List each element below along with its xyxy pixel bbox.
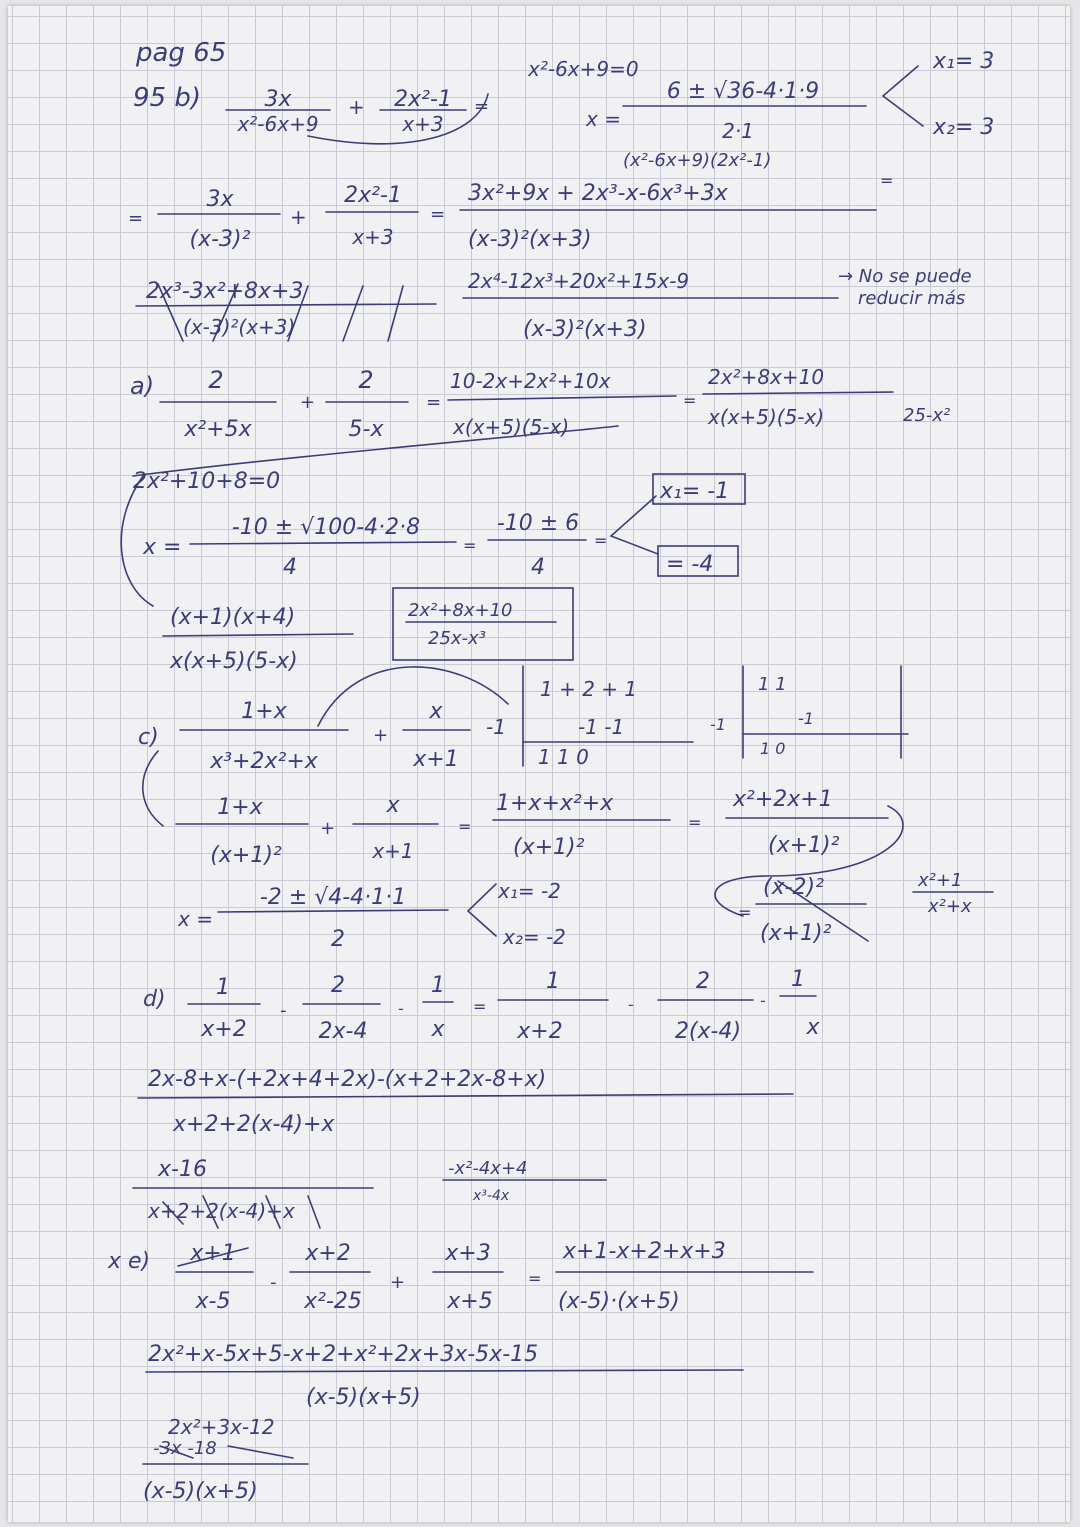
ruffini-top-row: 1 + 2 + 1 — [540, 677, 638, 701]
formula-lhs: x = — [586, 107, 621, 131]
fraction — [158, 187, 280, 252]
numerator: -x²-4x+4 — [448, 1158, 528, 1179]
svg-text:+: + — [320, 818, 336, 839]
denominator: x²-25 — [304, 1289, 362, 1314]
quadratic-equation: 2x²+10+8=0 — [133, 469, 281, 494]
problem-d-label: d) — [143, 987, 166, 1012]
denominator: (x-5)·(x+5) — [558, 1289, 680, 1314]
denominator: x — [806, 1015, 820, 1040]
root-2: x₂= -2 — [503, 925, 566, 949]
numerator: 3x — [206, 187, 234, 212]
numerator: x — [429, 699, 443, 724]
denominator: (x-3)²(x+3) — [468, 227, 592, 252]
denominator: (x-5)(x+5) — [143, 1479, 258, 1504]
fraction — [726, 787, 888, 858]
denominator: x(x+5)(5-x) — [170, 649, 298, 674]
denominator: 5-x — [348, 417, 384, 442]
svg-text:=: = — [426, 392, 442, 413]
problem-95b-label: 95 b) — [133, 83, 201, 113]
root-1: x₁= -1 — [660, 479, 730, 504]
denominator: 25x-x³ — [428, 628, 486, 649]
numerator: 2 — [358, 366, 374, 394]
denominator: (x-3)²(x+3) — [523, 317, 647, 342]
denominator: 4 — [531, 555, 545, 580]
denominator: (x-3)² — [189, 227, 251, 252]
numerator: 2x⁴-12x³+20x²+15x-9 — [468, 269, 690, 293]
numerator: 1 — [546, 969, 560, 994]
numerator: 1 — [431, 973, 445, 998]
numerator: 2x²+8x+10 — [708, 365, 825, 389]
quadratic-formula — [142, 515, 456, 580]
numerator: 6 ± √36-4·1·9 — [666, 79, 820, 104]
ruffini-table — [710, 666, 908, 758]
fraction — [756, 875, 868, 946]
numerator: 2x³-3x²+8x+3 — [146, 279, 304, 304]
numerator: 2x²-1 — [394, 87, 452, 112]
root-1: x₁= -2 — [498, 879, 561, 903]
numerator: 1 — [216, 975, 230, 1000]
svg-text:-: - — [280, 1000, 287, 1021]
fraction — [423, 973, 453, 1042]
numerator: x — [386, 793, 400, 818]
fraction — [138, 1067, 793, 1137]
denominator: (x+1)² — [210, 843, 282, 868]
fraction — [226, 87, 330, 136]
fraction — [460, 181, 876, 252]
numerator: (x-2)² — [763, 875, 824, 900]
numerator: 3x²+9x + 2x³-x-6x³+3x — [468, 181, 728, 206]
ruffini-divisor: -1 — [710, 715, 726, 734]
ruffini-mid-row: -1 — [798, 709, 814, 728]
denominator: x — [431, 1017, 445, 1042]
svg-text:=: = — [458, 817, 472, 836]
fraction — [556, 1239, 813, 1314]
quadratic-formula — [177, 885, 448, 952]
fraction — [380, 87, 466, 136]
svg-text:=: = — [880, 171, 894, 190]
ruffini-divisor: -1 — [486, 715, 506, 739]
crossed-terms: -3x -18 — [153, 1438, 217, 1459]
notebook-page — [8, 6, 1070, 1522]
fraction — [780, 967, 820, 1040]
denominator: x+1 — [372, 839, 414, 863]
root-2: = -4 — [666, 552, 714, 577]
numerator: 2x²+8x+10 — [408, 600, 513, 621]
numerator: x+2 — [305, 1241, 351, 1266]
denominator: x²+x — [928, 896, 972, 917]
numerator: -10 ± √100-4·2·8 — [231, 515, 421, 540]
denominator: (x-5)(x+5) — [306, 1385, 421, 1410]
numerator: x-16 — [158, 1157, 207, 1182]
denominator: (x+1)² — [513, 835, 585, 860]
numerator: -10 ± 6 — [496, 511, 580, 536]
quadratic-equation: x²-6x+9=0 — [528, 57, 639, 81]
denominator: x+2+2(x-4)+x — [173, 1112, 335, 1137]
svg-text:+: + — [348, 95, 365, 119]
problem-a-label: a) — [130, 372, 155, 400]
numerator: 2 — [331, 973, 345, 998]
fraction — [176, 1241, 253, 1314]
boxed-fraction — [406, 600, 556, 649]
denominator: 4 — [283, 555, 297, 580]
denominator: (x-3)²(x+3) — [183, 315, 296, 339]
svg-text:=: = — [128, 208, 144, 229]
svg-text:=: = — [738, 903, 752, 922]
ruffini-bottom-row: 1 1 0 — [538, 745, 589, 769]
svg-text:=: = — [528, 1269, 542, 1288]
denominator: (x+1)² — [760, 921, 832, 946]
crossed-fraction — [133, 1157, 373, 1228]
note-line-1: → No se puede — [838, 266, 972, 287]
numerator: 2x²+x-5x+5-x+2+x²+2x+3x-5x-15 — [148, 1342, 539, 1367]
handwriting-layer — [8, 6, 1070, 1522]
expansion-note: (x²-6x+9)(2x²-1) — [623, 150, 772, 171]
fraction — [703, 365, 893, 429]
fraction — [353, 793, 438, 863]
denominator: x+2+2(x-4)+x — [148, 1199, 295, 1223]
denominator: x+2 — [517, 1019, 563, 1044]
fraction — [433, 1241, 503, 1314]
denominator: x+3 — [352, 225, 394, 249]
svg-text:+: + — [390, 1272, 406, 1293]
side-note: 25-x² — [903, 405, 951, 426]
numerator: 1+x — [241, 699, 287, 724]
svg-text:=: = — [688, 813, 702, 832]
numerator: -2 ± √4-4·1·1 — [259, 885, 407, 910]
formula-lhs: x = — [178, 907, 213, 931]
problem-e-label: x e) — [108, 1249, 151, 1274]
svg-text:-: - — [398, 999, 404, 1018]
denominator: x-5 — [195, 1289, 231, 1314]
fraction — [403, 699, 470, 772]
fraction — [163, 605, 353, 674]
denominator: x(x+5)(5-x) — [453, 415, 570, 439]
root-2: x₂= 3 — [933, 115, 995, 140]
fraction — [488, 511, 586, 580]
side-fraction — [913, 870, 993, 917]
denominator: x³+2x²+x — [210, 749, 318, 774]
side-fraction — [443, 1158, 606, 1204]
fraction — [290, 1241, 370, 1314]
svg-text:=: = — [430, 204, 446, 225]
ruffini-table — [486, 666, 693, 769]
svg-text:-: - — [760, 991, 766, 1010]
denominator: x(x+5)(5-x) — [708, 405, 825, 429]
numerator: x²+1 — [918, 870, 963, 891]
denominator: x+1 — [413, 747, 459, 772]
numerator: x+3 — [445, 1241, 491, 1266]
formula-lhs: x = — [143, 535, 182, 560]
fraction — [493, 791, 670, 860]
problem-c-label: c) — [138, 725, 159, 750]
svg-text:=: = — [473, 997, 487, 1016]
svg-text:-: - — [628, 995, 634, 1014]
numerator: 2x²+3x-12 — [168, 1415, 275, 1439]
numerator: x²+2x+1 — [733, 787, 833, 812]
denominator: x+5 — [447, 1289, 493, 1314]
svg-text:-: - — [270, 1272, 277, 1293]
crossed-fraction — [136, 279, 436, 341]
fraction — [180, 699, 348, 774]
quadratic-formula — [585, 79, 866, 143]
ruffini-bottom-row: 1 0 — [760, 739, 786, 758]
fraction — [160, 366, 276, 442]
root-1: x₁= 3 — [933, 49, 995, 74]
numerator: 1+x+x²+x — [496, 791, 614, 816]
note-line-2: reducir más — [858, 288, 966, 309]
denominator: x+2 — [201, 1017, 247, 1042]
svg-text:=: = — [594, 531, 608, 550]
fraction — [143, 1415, 308, 1504]
numerator: 10-2x+2x²+10x — [450, 369, 611, 393]
svg-text:+: + — [290, 205, 307, 229]
fraction — [303, 973, 380, 1044]
fraction — [176, 795, 308, 868]
denominator: x³-4x — [473, 1188, 510, 1204]
numerator: 2 — [208, 366, 224, 394]
numerator: 2 — [696, 969, 710, 994]
fraction — [326, 366, 408, 442]
svg-text:=: = — [474, 96, 490, 117]
numerator: x+1-x+2+x+3 — [563, 1239, 726, 1264]
numerator: 2x-8+x-(+2x+4+2x)-(x+2+2x-8+x) — [148, 1067, 547, 1092]
fraction — [658, 969, 753, 1044]
fraction — [498, 969, 608, 1044]
denominator: x+3 — [402, 112, 444, 136]
numerator: (x+1)(x+4) — [170, 605, 296, 630]
numerator: 1+x — [217, 795, 263, 820]
ruffini-top-row: 1 1 — [758, 674, 787, 695]
denominator: (x+1)² — [768, 833, 840, 858]
ruffini-mid-row: -1 -1 — [578, 715, 625, 739]
denominator: 2·1 — [722, 119, 754, 143]
numerator: 3x — [264, 87, 292, 112]
denominator: x²+5x — [184, 417, 252, 442]
fraction — [188, 975, 260, 1042]
svg-text:+: + — [373, 725, 389, 746]
page-header: pag 65 — [136, 38, 227, 68]
numerator: x+1 — [190, 1241, 236, 1266]
numerator: 1 — [791, 967, 805, 992]
denominator: 2x-4 — [318, 1019, 368, 1044]
fraction — [463, 269, 838, 342]
numerator: 2x²-1 — [344, 183, 402, 208]
svg-text:+: + — [300, 392, 316, 413]
denominator: 2(x-4) — [674, 1019, 742, 1044]
fraction — [146, 1342, 743, 1410]
fraction — [326, 183, 418, 249]
svg-text:=: = — [683, 391, 697, 410]
svg-text:=: = — [463, 536, 477, 555]
denominator: 2 — [331, 927, 345, 952]
fraction — [448, 369, 676, 439]
denominator: x²-6x+9 — [237, 112, 319, 136]
